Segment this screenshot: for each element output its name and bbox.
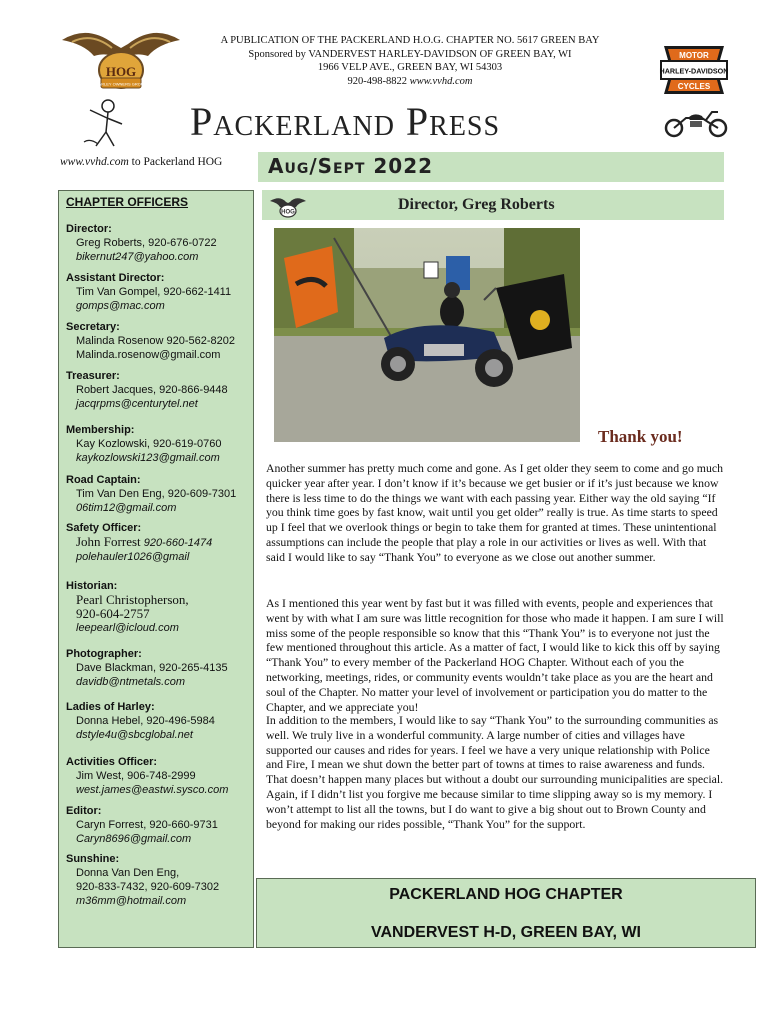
officer-name: Pearl Christopherson, bbox=[76, 592, 189, 607]
officer-email[interactable]: kaykozlowski123@gmail.com bbox=[76, 452, 220, 464]
contact-line bbox=[190, 75, 630, 89]
officer-phone: 920-833-7432, 920-609-7302 bbox=[76, 881, 220, 893]
officer-secretary bbox=[66, 320, 252, 362]
issue-date: Aug/Sept 2022 bbox=[268, 154, 434, 178]
officer-email[interactable]: m36mm@hotmail.com bbox=[76, 895, 187, 907]
chapter-officers-title: CHAPTER OFFICERS bbox=[66, 195, 189, 209]
web-link-url[interactable]: www.vvhd.com bbox=[60, 156, 129, 168]
harley-davidson-logo bbox=[654, 40, 734, 100]
officer-membership bbox=[66, 423, 252, 465]
officer-role: Assistant Director: bbox=[66, 272, 165, 284]
officer-email[interactable]: bikernut247@yahoo.com bbox=[76, 251, 199, 263]
svg-text:MOTOR: MOTOR bbox=[679, 51, 709, 60]
officer-name: Jim West, 906-748-2999 bbox=[76, 770, 196, 782]
officer-role: Activities Officer: bbox=[66, 756, 158, 768]
hog-eagle-logo bbox=[58, 22, 184, 94]
officer-historian bbox=[66, 579, 252, 635]
svg-text:HOG: HOG bbox=[105, 64, 137, 79]
officer-role: Treasurer: bbox=[66, 370, 120, 382]
officer-email[interactable]: gomps@mac.com bbox=[76, 300, 165, 312]
officer-role: Sunshine: bbox=[66, 853, 120, 865]
officer-name: Caryn Forrest, 920-660-9731 bbox=[76, 819, 218, 831]
officer-name: Kay Kozlowski, 920-619-0760 bbox=[76, 438, 222, 450]
address-line: 1966 VELP AVE., GREEN BAY, WI 54303 bbox=[317, 62, 503, 73]
officer-role: Membership: bbox=[66, 424, 135, 436]
officer-role: Safety Officer: bbox=[66, 522, 142, 534]
svg-text:HOG: HOG bbox=[281, 209, 295, 216]
officer-role: Ladies of Harley: bbox=[66, 701, 155, 713]
officer-road-captain bbox=[66, 473, 252, 515]
officer-email[interactable]: Malinda.rosenow@gmail.com bbox=[76, 349, 221, 361]
publication-line: A PUBLICATION OF THE PACKERLAND H.O.G. CHAPTER NO. 5617 GREEN BAY bbox=[220, 35, 600, 46]
officer-email[interactable]: Caryn8696@gmail.com bbox=[76, 833, 192, 845]
section-title: Director, Greg Roberts bbox=[398, 196, 555, 213]
officer-name: Malinda Rosenow 920-562-8202 bbox=[76, 335, 235, 347]
officer-name: Robert Jacques, 920-866-9448 bbox=[76, 384, 228, 396]
officer-email[interactable]: west.james@eastwi.sysco.com bbox=[76, 784, 229, 796]
officer-name: Donna Van Den Eng, bbox=[76, 867, 180, 879]
sponsor-line: Sponsored by VANDERVEST HARLEY-DAVIDSON OF GREEN BAY, WI bbox=[248, 48, 572, 60]
officer-name: Donna Hebel, 920-496-5984 bbox=[76, 715, 215, 727]
officer-name-line bbox=[66, 535, 252, 550]
web-link-line bbox=[60, 156, 222, 168]
footer-dealer-name: VANDERVEST H-D, GREEN BAY, WI bbox=[371, 924, 641, 941]
article-paragraph-1: Another summer has pretty much come and gone. As I get older they seem to come and go much quicker year after year. I don’t know if it’s because we get busier or if it’s just because we know there is less time to do the things we want with each passing year. Either way the old saying “If you think time goes by fast know, wait until you get older” really is true. As time starts to speed up I feel that we overlook things or begin to take them for granted at times. These unintentional assumptions can include the people that play a role in our activities or lives as well. With that said I would like to say “Thank You” to everyone as we close out another summer. bbox=[266, 461, 724, 564]
officer-name: Tim Van Gompel, 920-662-1411 bbox=[76, 286, 232, 298]
svg-text:HARLEY OWNERS GROUP: HARLEY OWNERS GROUP bbox=[95, 81, 147, 87]
officer-name: Tim Van Den Eng, 920-609-7301 bbox=[76, 488, 237, 500]
officer-director bbox=[66, 222, 252, 264]
hog-emblem-icon bbox=[268, 193, 308, 219]
officer-role: Director: bbox=[66, 223, 112, 235]
officer-sunshine bbox=[66, 852, 252, 908]
officer-ladies-of-harley bbox=[66, 700, 252, 742]
article-heading: Thank you! bbox=[598, 427, 683, 446]
masthead-title: Packerland Press bbox=[190, 99, 501, 144]
officer-safety bbox=[66, 521, 252, 564]
svg-text:HARLEY-DAVIDSON: HARLEY-DAVIDSON bbox=[659, 66, 729, 76]
publication-header bbox=[190, 34, 630, 88]
article-paragraph-2: As I mentioned this year went by fast but it was filled with events, people and experiences that went by with what I am sure was little recognition for those who made it happen. I am sure I will miss some of the people responsible so know that this “Thank You” is to everyone not just the few mentioned throughout this article. As a matter of fact, I would like to kick this off by saying “Thank You” to every member of the Packerland HOG Chapter. Without each of you the networking, meetings, rides, or community events wouldn’t take place as you are the heart and soul of the Chapter. No matter your level of involvement or participation you do matter to the Chapter, and we appreciate you! bbox=[266, 596, 724, 714]
officer-role: Historian: bbox=[66, 580, 118, 592]
footer-chapter-name: PACKERLAND HOG CHAPTER bbox=[389, 886, 623, 903]
article-paragraph-3: In addition to the members, I would like to say “Thank You” to the surrounding communities as well. We truly live in a wonderful community. A large number of cities and villages have supported our causes and rides for years. I feel we have a very unique relationship with Police and Fire, I mean we shut down the better part of towns at times to raise awareness and funds. That doesn’t happen many places but without a doubt our surrounding municipalities are special. Again, if I didn’t list you forgive me because similar to time slipping away so is my memory. I won’t attempt to list all the towns, but I do want to give a big shout out to Brown County and beyond for making our rides possible, “Thank You” for the support. bbox=[266, 713, 724, 831]
officer-name: Dave Blackman, 920-265-4135 bbox=[76, 662, 228, 674]
svg-text:CYCLES: CYCLES bbox=[677, 82, 711, 91]
web-link-text: to Packerland HOG bbox=[128, 156, 223, 168]
officer-email[interactable]: davidb@ntmetals.com bbox=[76, 676, 185, 688]
officer-phone: 920-660-1474 bbox=[143, 537, 213, 549]
officer-role: Photographer: bbox=[66, 648, 142, 660]
officer-name: Greg Roberts, 920-676-0722 bbox=[76, 237, 217, 249]
officer-email[interactable]: dstyle4u@sbcglobal.net bbox=[76, 729, 193, 741]
officer-role: Editor: bbox=[66, 805, 102, 817]
officer-email[interactable]: polehauler1026@gmail bbox=[76, 551, 190, 563]
officer-name: John Forrest bbox=[76, 534, 141, 549]
officer-editor bbox=[66, 804, 252, 846]
officer-activities bbox=[66, 755, 252, 797]
officer-email[interactable]: jacqrpms@centurytel.net bbox=[76, 398, 198, 410]
officer-assistant-director bbox=[66, 271, 252, 313]
stick-figure-doodle-icon bbox=[80, 98, 130, 150]
phone-number: 920-498-8822 bbox=[347, 75, 408, 87]
officer-photographer bbox=[66, 647, 252, 689]
officer-treasurer bbox=[66, 369, 252, 411]
officer-email[interactable]: leepearl@icloud.com bbox=[76, 622, 179, 634]
officer-email[interactable]: 06tim12@gmail.com bbox=[76, 502, 177, 514]
motorcycle-icon bbox=[662, 108, 730, 138]
officer-phone: 920-604-2757 bbox=[76, 606, 150, 621]
website-link[interactable]: www.vvhd.com bbox=[409, 75, 473, 87]
officer-role: Secretary: bbox=[66, 321, 120, 333]
officer-role: Road Captain: bbox=[66, 474, 141, 486]
rider-with-flags-photo bbox=[274, 228, 580, 442]
